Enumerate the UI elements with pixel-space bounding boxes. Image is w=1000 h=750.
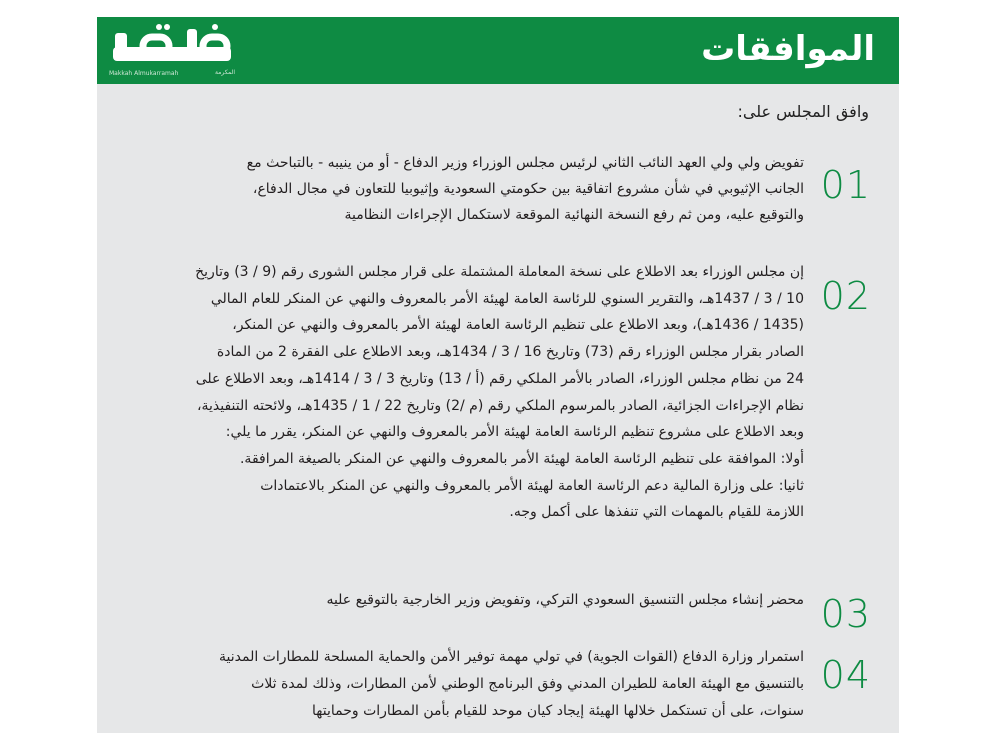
item-line: إن مجلس الوزراء بعد الاطلاع على نسخة المعاملة المشتملة على قرار مجلس الشورى رقم (9 / 3) وتاريخ (195, 264, 804, 280)
item-line: 10 / 3 / 1437هـ، والتقرير السنوي للرئاسة العامة لهيئة الأمر بالمعروف والنهي عن المنكر للعام المالي (210, 290, 804, 307)
item-line: والتوقيع عليه، ومن ثم رفع النسخة النهائية الموقعة لاستكمال الإجراءات النظامية (344, 207, 804, 223)
item-line: اللازمة للقيام بالمهمات التي تنفذها على أكمل وجه. (509, 504, 804, 521)
item-text (114, 259, 804, 526)
item-number: 04 (820, 653, 871, 697)
item-line: استمرار وزارة الدفاع (القوات الجوية) في تولي مهمة توفير الأمن والحماية المسلحة للمطارات المدنية (219, 649, 804, 665)
item-number: 01 (820, 163, 871, 207)
item-line: تفويض ولي ولي العهد النائب الثاني لرئيس مجلس الوزراء وزير الدفاع - أو من ينيبه - بالتباحث مع (246, 155, 804, 171)
item-line: (1435 / 1436هـ)، وبعد الاطلاع على تنظيم الرئاسة العامة لهيئة الأمر بالمعروف والنهي عن المنكر، (232, 317, 804, 334)
logo-mark-icon (107, 21, 237, 69)
intro-text: وافق المجلس على: (737, 102, 869, 121)
item-line: بالتنسيق مع الهيئة العامة للطيران المدني وفق البرنامج الوطني لأمن المطارات، وذلك لمدة ثلاث (251, 676, 804, 692)
logo-caption (107, 69, 237, 79)
item-line: الجانب الإثيوبي في شأن مشروع اتفاقية بين حكومتي السعودية وإثيوبيا للتعاون في مجال الدفاع، (252, 181, 804, 197)
approvals-card (97, 17, 899, 733)
item-line: سنوات، على أن تستكمل خلالها الهيئة إيجاد كيان موحد للقيام بأمن المطارات وحمايتها (312, 703, 804, 719)
item-text (114, 150, 804, 228)
item-number: 02 (820, 274, 871, 318)
item-text (114, 644, 804, 725)
item-line: وبعد الاطلاع على مشروع تنظيم الرئاسة العامة لهيئة الأمر بالمعروف والنهي عن المنكر، يقرر ما يلي: (225, 424, 804, 441)
header-bar (97, 17, 899, 84)
makkah-newspaper-logo (107, 21, 237, 81)
item-line: نظام الإجراءات الجزائية، الصادر بالمرسوم الملكي رقم (م /2) وتاريخ 22 / 1 / 1435هـ، ولائحته التنفيذية، (196, 397, 804, 414)
logo-arabic-text: المكرمة (214, 69, 235, 76)
logo-english-text: Makkah Almukarramah (109, 70, 179, 77)
item-line: محضر إنشاء مجلس التنسيق السعودي التركي، وتفويض وزير الخارجية بالتوقيع عليه (326, 592, 804, 608)
item-text (114, 587, 804, 613)
page-title: الموافقات (701, 29, 875, 69)
item-line: أولا: الموافقة على تنظيم الرئاسة العامة لهيئة الأمر بالمعروف والنهي عن المنكر بالصيغة المرافقة. (239, 450, 804, 467)
item-line: الصادر بقرار مجلس الوزراء رقم (73) وتاريخ 16 / 3 / 1434هـ، وبعد الاطلاع على الفقرة 2 من المادة (216, 344, 804, 361)
item-line: 24 من نظام مجلس الوزراء، الصادر بالأمر الملكي رقم (أ / 13) وتاريخ 3 / 3 / 1414هـ، وبعد الاطلاع على (195, 370, 804, 387)
item-number: 03 (820, 592, 871, 636)
item-line: ثانيا: على وزارة المالية دعم الرئاسة العامة لهيئة الأمر بالمعروف والنهي عن المنكر بالاعتمادات (260, 477, 804, 494)
